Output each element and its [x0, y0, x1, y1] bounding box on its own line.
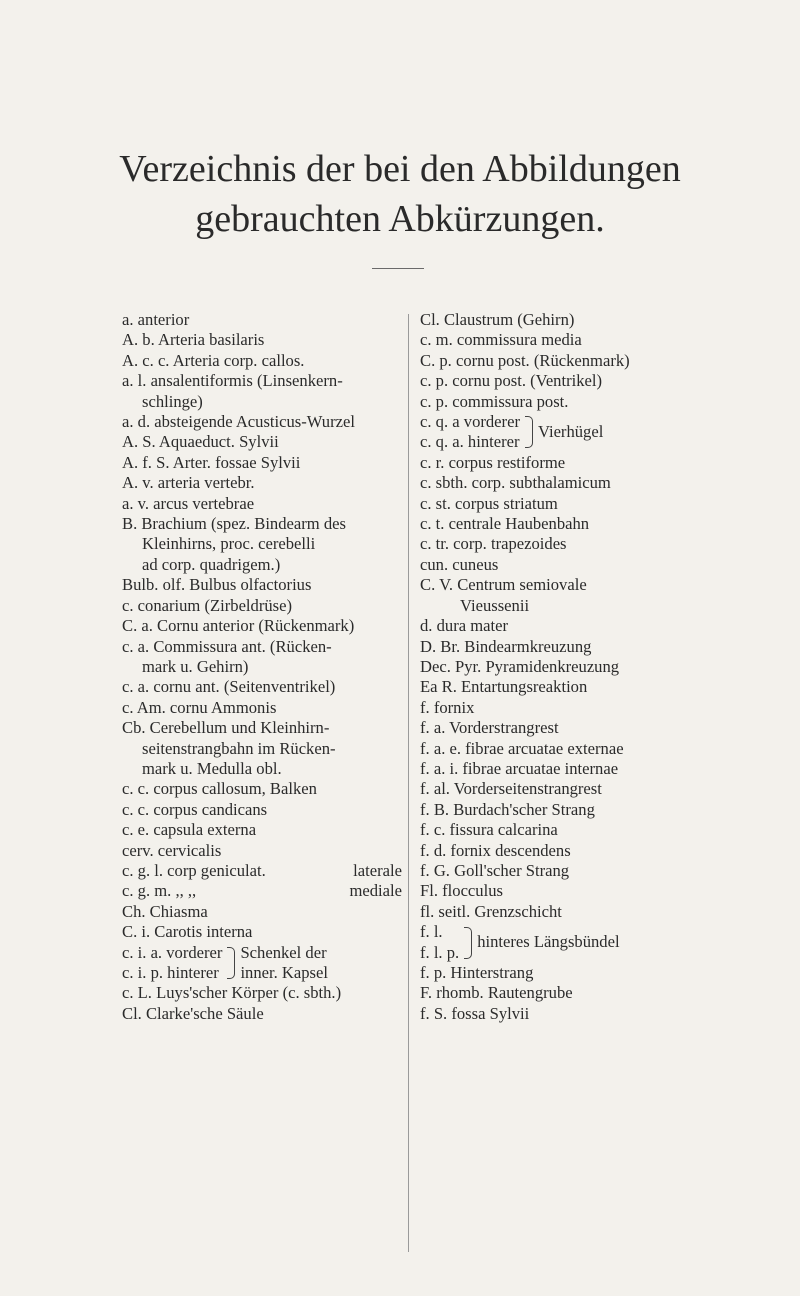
list-item: f. c. fissura calcarina	[420, 820, 558, 840]
list-item: f. a. i. fibrae arcuatae internae	[420, 758, 619, 778]
list-item-continuation: mark u. Medulla obl.	[142, 758, 282, 778]
list-item: a. d. absteigende Acusticus-Wurzel	[122, 412, 355, 432]
list-item: A. c. c. Arteria corp. callos.	[122, 350, 305, 370]
list-item: c. a. cornu ant. (Seitenventrikel)	[122, 677, 336, 697]
bracket-group-label: Schenkel der	[240, 942, 327, 962]
list-item: f. S. fossa Sylvii	[420, 1003, 530, 1023]
list-item: Cl. Clarke'sche Säule	[122, 1003, 264, 1023]
list-item: f. p. Hinterstrang	[420, 963, 534, 982]
bracket-group-capsule	[122, 943, 408, 984]
list-item: c. c. corpus callosum, Balken	[122, 779, 317, 799]
list-item	[122, 943, 408, 984]
list-item: f. al. Vorderseitenstrangrest	[420, 779, 602, 799]
list-item: fl. seitl. Grenzschicht	[420, 901, 562, 921]
list-item-text: B. Brachium (spez. Bindearm des	[122, 514, 346, 534]
list-item-text-right: mediale	[349, 881, 402, 901]
list-item: c. e. capsula externa	[122, 820, 257, 840]
list-item: Bulb. olf. Bulbus olfactorius	[122, 575, 312, 595]
list-item: Fl. flocculus	[420, 881, 503, 901]
title-line-2: gebrauchten Abkürzungen.	[195, 198, 605, 240]
title-line-1: Verzeichnis der bei den Abbildungen	[119, 148, 681, 190]
list-item-text: c. g. l. corp geniculat.	[122, 860, 266, 880]
list-item: Ea R. Entartungsreaktion	[420, 677, 588, 697]
list-item-continuation: mark u. Gehirn)	[142, 656, 249, 676]
list-item: Cl. Claustrum (Gehirn)	[420, 310, 575, 329]
list-item: a. anterior	[122, 310, 190, 329]
list-item: f. d. fornix descendens	[420, 840, 571, 860]
list-item: c. p. commissura post.	[420, 391, 569, 411]
list-item: c. L. Luys'scher Körper (c. sbth.)	[122, 983, 342, 1003]
list-item	[122, 718, 408, 779]
list-item-text: c. i. a. vorderer	[122, 942, 223, 962]
list-item: f. G. Goll'scher Strang	[420, 860, 570, 880]
list-item: c. r. corpus restiforme	[420, 452, 566, 472]
list-item	[122, 861, 408, 881]
list-item: C. p. cornu post. (Rückenmark)	[420, 350, 630, 370]
list-item: C. i. Carotis interna	[122, 922, 253, 942]
list-item-text: f. l.	[420, 922, 443, 942]
bracket-group-laengsbuendel	[420, 922, 765, 963]
bracket-group-label: Vierhügel	[537, 422, 604, 442]
list-item: c. c. corpus candicans	[122, 799, 268, 819]
list-item: f. B. Burdach'scher Strang	[420, 799, 595, 819]
list-item: c. tr. corp. trapezoides	[420, 534, 567, 554]
list-item-text-right: laterale	[353, 860, 402, 880]
list-item: a. v. arcus vertebrae	[122, 493, 255, 513]
bracket-group-label: hinteres Längsbündel	[477, 932, 620, 952]
list-item-text: c. q. a. hinterer	[420, 432, 520, 452]
title-divider	[372, 268, 424, 269]
list-item-text: c. a. Commissura ant. (Rücken-	[122, 636, 332, 656]
list-item-continuation: Vieussenii	[460, 595, 530, 615]
list-item	[122, 514, 408, 575]
list-item-text: c. g. m. ,, ,,	[122, 881, 197, 901]
list-item: A. v. arteria vertebr.	[122, 473, 255, 493]
list-item: f. a. Vorderstrangrest	[420, 718, 559, 738]
list-item: cerv. cervicalis	[122, 840, 222, 860]
right-brace-icon	[227, 947, 235, 979]
list-item: Ch. Chiasma	[122, 901, 208, 921]
list-item-continuation: Kleinhirns, proc. cerebelli	[142, 534, 316, 554]
list-item-text: Cb. Cerebellum und Kleinhirn-	[122, 718, 330, 738]
list-item: d. dura mater	[420, 616, 509, 636]
bracket-group-label: inner. Kapsel	[240, 963, 328, 982]
list-item	[122, 637, 408, 678]
list-item: cun. cuneus	[420, 554, 499, 574]
list-item	[122, 881, 408, 901]
list-item: c. conarium (Zirbeldrüse)	[122, 595, 293, 615]
list-item-continuation: seitenstrangbahn im Rücken-	[142, 738, 336, 758]
list-item-text: c. q. a vorderer	[420, 412, 520, 432]
list-item-text: c. i. p. hinterer	[122, 963, 219, 982]
list-item: D. Br. Bindearmkreuzung	[420, 636, 592, 656]
list-item: c. t. centrale Haubenbahn	[420, 514, 590, 534]
list-item-continuation: ad corp. quadrigem.)	[142, 554, 281, 574]
bracket-group-vierhuegel	[420, 412, 765, 453]
list-item: c. sbth. corp. subthalamicum	[420, 473, 611, 493]
list-item: Dec. Pyr. Pyramidenkreuzung	[420, 656, 620, 676]
list-item-text: C. V. Centrum semiovale	[420, 575, 587, 595]
list-item: C. a. Cornu anterior (Rückenmark)	[122, 616, 355, 636]
list-item: c. Am. cornu Ammonis	[122, 697, 277, 717]
list-item-text: a. l. ansalentiformis (Linsenkern-	[122, 371, 343, 391]
list-item	[122, 371, 408, 412]
list-item: F. rhomb. Rautengrube	[420, 983, 573, 1003]
list-item: A. b. Arteria basilaris	[122, 330, 265, 350]
list-item: A. S. Aquaeduct. Sylvii	[122, 432, 279, 452]
list-item: f. fornix	[420, 697, 475, 717]
column-divider	[408, 314, 409, 1252]
list-item: c. st. corpus striatum	[420, 493, 558, 513]
list-item: c. m. commissura media	[420, 330, 582, 350]
list-item	[420, 412, 765, 453]
list-item: A. f. S. Arter. fossae Sylvii	[122, 452, 301, 472]
abbreviation-list-left	[122, 310, 408, 1024]
list-item: f. a. e. fibrae arcuatae externae	[420, 738, 624, 758]
list-item	[420, 922, 765, 963]
list-item-text: f. l. p.	[420, 942, 460, 962]
list-item: c. p. cornu post. (Ventrikel)	[420, 371, 603, 391]
list-item-continuation: schlinge)	[142, 391, 203, 411]
list-item	[420, 575, 765, 616]
right-brace-icon	[525, 416, 533, 448]
right-brace-icon	[464, 927, 472, 959]
abbreviation-list-right	[420, 310, 765, 1024]
